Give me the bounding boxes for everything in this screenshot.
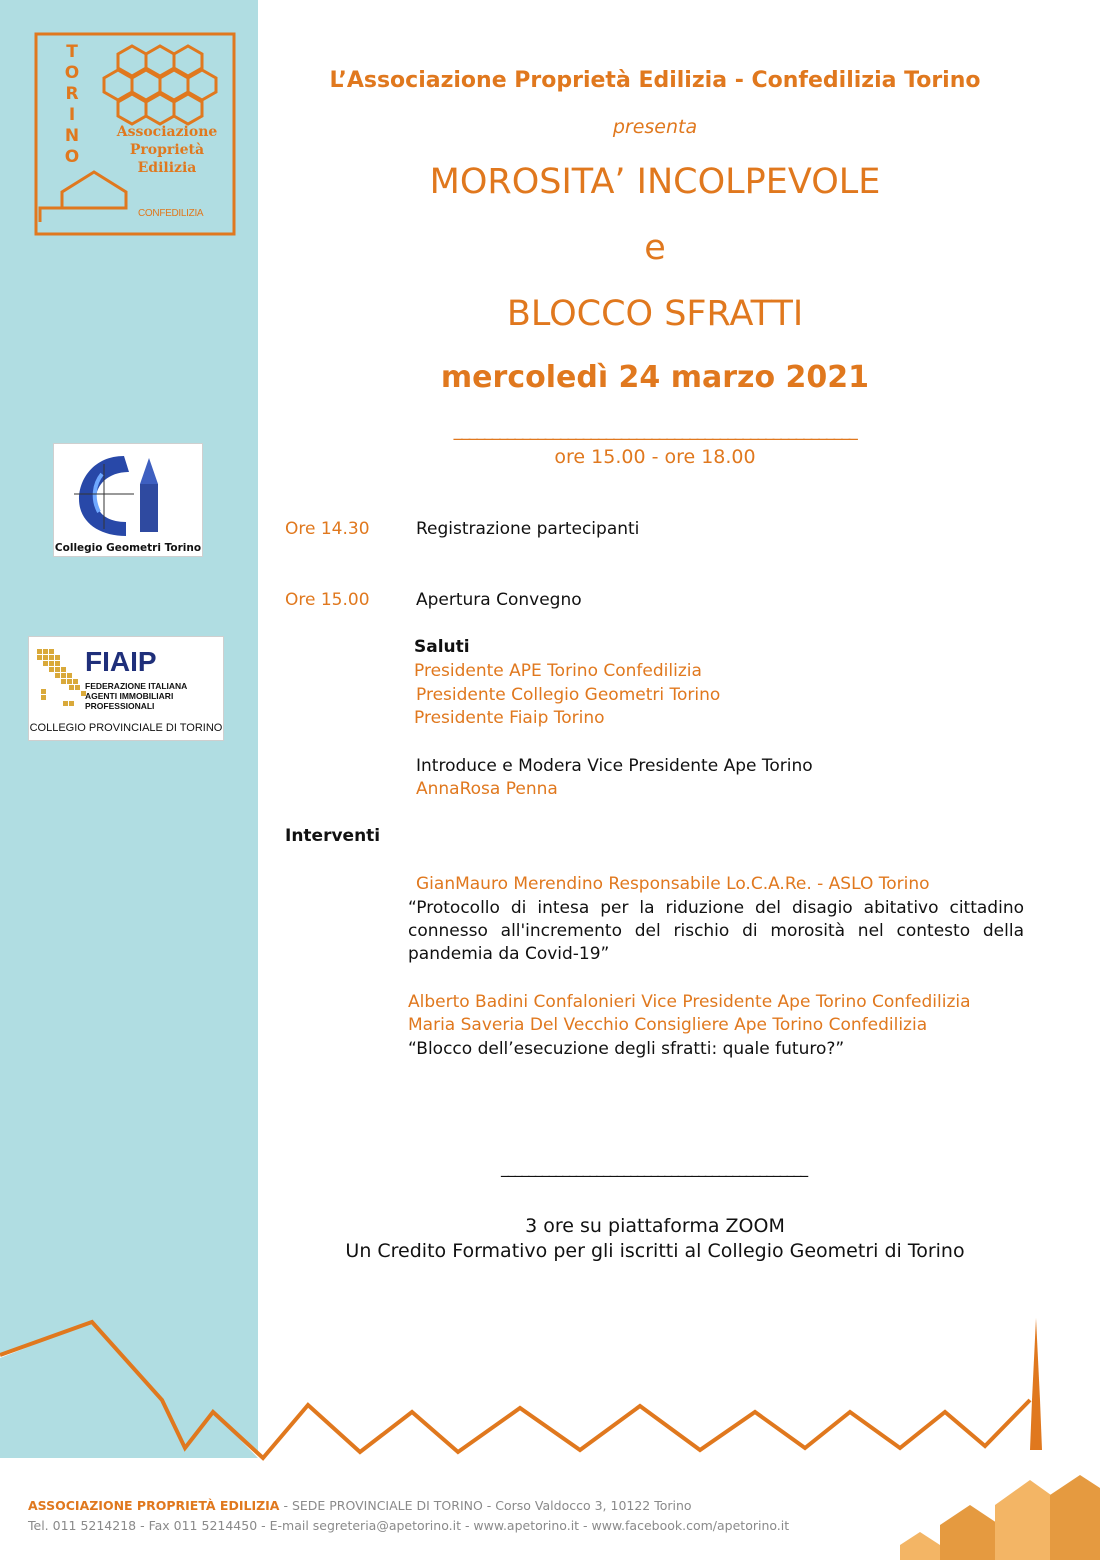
event-title-conjunction: e [644, 228, 666, 268]
speaker-1: GianMauro Merendino Responsabile Lo.C.A.Re. - ASLO Torino [416, 874, 930, 894]
logo-line3: Edilizia [137, 160, 197, 176]
speaker-2: Alberto Badini Confalonieri Vice Presidente Ape Torino Confedilizia [408, 992, 971, 1012]
event-title-line1: MOROSITA’ INCOLPEVOLE [429, 162, 881, 202]
moderator-label: Introduce e Modera Vice Presidente Ape Torino [416, 756, 813, 776]
fiaip-line2: AGENTI IMMOBILIARI [85, 691, 174, 701]
geometri-caption: Collegio Geometri Torino [54, 542, 202, 554]
program-text-2: Apertura Convegno [416, 590, 582, 610]
footer-line1 [28, 1498, 692, 1513]
closing-line2: Un Credito Formativo per gli iscritti al Collegio Geometri di Torino [345, 1240, 965, 1262]
program-time-1: Ore 14.30 [285, 519, 370, 539]
fiaip-logo [28, 636, 224, 741]
saluti-item: Presidente Collegio Geometri Torino [416, 685, 721, 705]
logo-vertical-text: TORINO [64, 42, 80, 167]
ape-torino-logo [34, 32, 236, 236]
header-separator: _____________________________________________________ [453, 420, 857, 441]
presents-label: presenta [612, 116, 698, 138]
moderator-name: AnnaRosa Penna [416, 779, 558, 799]
saluti-item: Presidente Fiaip Torino [414, 708, 605, 728]
fiaip-wordmark: FIAIP [85, 646, 157, 677]
saluti-label: Saluti [414, 637, 470, 657]
footer-contacts: Tel. 011 5214218 - Fax 011 5214450 - E-mail segreteria@apetorino.it - www.apetorino.it - www.facebook.com/apetorino.it [28, 1518, 790, 1533]
logo-line1: Associazione [116, 124, 218, 140]
fiaip-caption: COLLEGIO PROVINCIALE DI TORINO [29, 722, 223, 734]
fiaip-line1: FEDERAZIONE ITALIANA [85, 681, 188, 691]
logo-brand: CONFEDILIZIA [138, 208, 204, 219]
event-hours: ore 15.00 - ore 18.00 [554, 446, 756, 468]
program-time-2: Ore 15.00 [285, 590, 370, 610]
closing-separator: _____________________________________________ [500, 1158, 807, 1177]
organizer-line: L’Associazione Proprietà Edilizia - Confedilizia Torino [329, 68, 981, 93]
program-text-1: Registrazione partecipanti [416, 519, 640, 539]
event-title-line2: BLOCCO SFRATTI [506, 294, 804, 334]
event-date: mercoledì 24 marzo 2021 [440, 360, 870, 395]
interventi-label: Interventi [285, 826, 381, 846]
saluti-item: Presidente APE Torino Confedilizia [414, 661, 702, 681]
fiaip-line3: PROFESSIONALI [85, 701, 155, 711]
footer-org: ASSOCIAZIONE PROPRIETÀ EDILIZIA [28, 1498, 280, 1513]
footer-address: - SEDE PROVINCIALE DI TORINO - Corso Valdocco 3, 10122 Torino [279, 1498, 692, 1513]
closing-line1: 3 ore su piattaforma ZOOM [525, 1215, 785, 1237]
talk-2-title: “Blocco dell’esecuzione degli sfratti: quale futuro?” [408, 1039, 845, 1059]
collegio-geometri-logo [53, 443, 203, 557]
logo-line2: Proprietà [129, 142, 205, 158]
speaker-3: Maria Saveria Del Vecchio Consigliere Ape Torino Confedilizia [408, 1015, 928, 1035]
talk-1-title: “Protocollo di intesa per la riduzione del disagio abitativo cittadino connesso all'incremento del rischio di morosità nel contesto della pandemia da Covid-19” [408, 898, 1024, 964]
